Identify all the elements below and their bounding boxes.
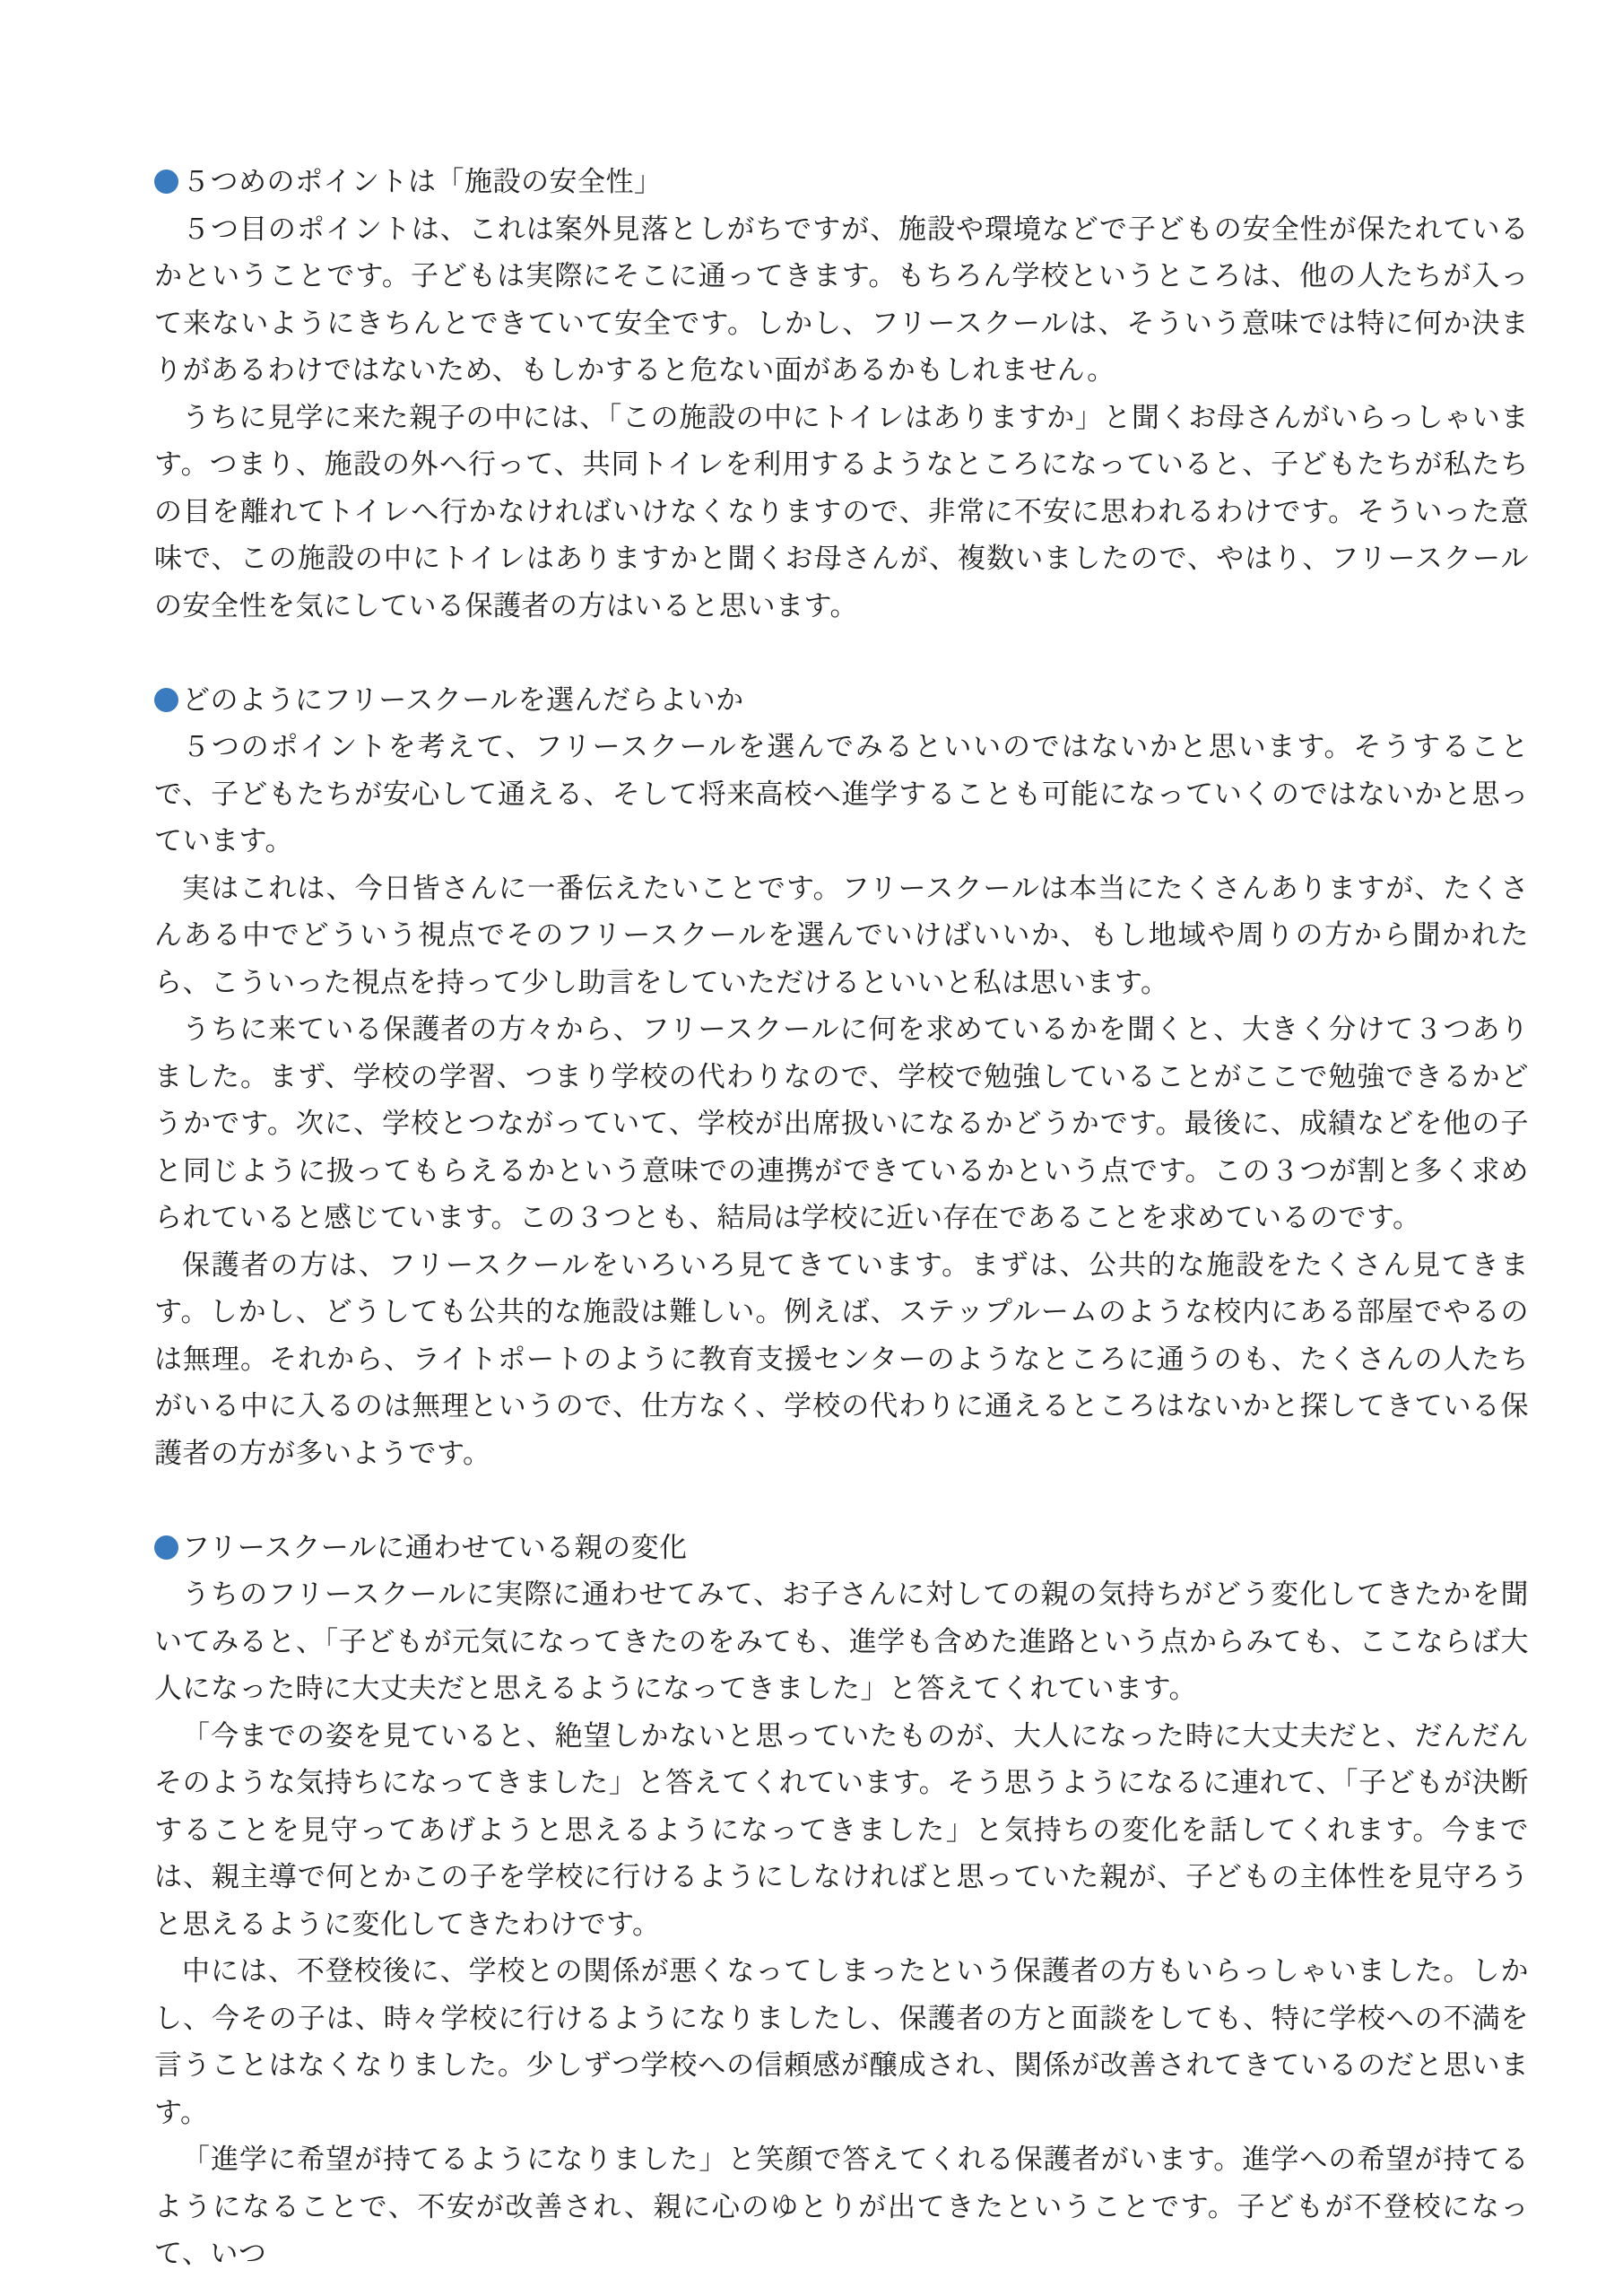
- section-parent-change: [154, 1525, 1529, 2278]
- section-heading: [154, 1525, 1529, 1572]
- section-how-to-choose: [154, 677, 1529, 1478]
- paragraph: ５つ目のポイントは、これは案外見落としがちですが、施設や環境などで子どもの安全性が保たれているかということです。子どもは実際にそこに通ってきます。もちろん学校というところは、他の人たちが入って来ないようにきちんとできていて安全です。しかし、フリースクールは、そういう意味では特に何か決まりがあるわけではないため、もしかすると危ない面があるかもしれません。: [154, 213, 1529, 386]
- paragraph: うちのフリースクールに実際に通わせてみて、お子さんに対しての親の気持ちがどう変化してきたかを聞いてみると、「子どもが元気になってきたのをみても、進学も含めた進路という点からみても、ここならば大人になった時に大丈夫だと思えるようになってきました」と答えてくれています。: [154, 1578, 1529, 1704]
- bullet-icon: [154, 170, 178, 194]
- paragraph: 「進学に希望が持てるようになりました」と笑顔で答えてくれる保護者がいます。進学への希望が持てるようになることで、不安が改善され、親に心のゆとりが出てきたということです。子どもが不登校になって、いつ: [154, 2144, 1529, 2269]
- paragraph: 実はこれは、今日皆さんに一番伝えたいことです。フリースクールは本当にたくさんありますが、たくさんある中でどういう視点でそのフリースクールを選んでいけばいいか、もし地域や周りの方から聞かれたら、こういった視点を持って少し助言をしていただけるといいと私は思います。: [154, 872, 1529, 998]
- paragraph: うちに来ている保護者の方々から、フリースクールに何を求めているかを聞くと、大きく分けて３つありました。まず、学校の学習、つまり学校の代わりなので、学校で勉強していることがここで勉強できるかどうかです。次に、学校とつながっていて、学校が出席扱いになるかどうかです。最後に、成績などを他の子と同じように扱ってもらえるかという意味での連携ができているかという点です。この３つが割と多く求められていると感じています。この３つとも、結局は学校に近い存在であることを求めているのです。: [154, 1013, 1529, 1233]
- bullet-icon: [154, 688, 178, 712]
- paragraph: ５つのポイントを考えて、フリースクールを選んでみるといいのではないかと思います。そうすることで、子どもたちが安心して通える、そして将来高校へ進学することも可能になっていくのではないかと思っています。: [154, 731, 1529, 857]
- section-heading-text: どのようにフリースクールを選んだらよいか: [182, 683, 744, 716]
- paragraph: うちに見学に来た親子の中には、「この施設の中にトイレはありますか」と聞くお母さんがいらっしゃいます。つまり、施設の外へ行って、共同トイレを利用するようなところになっていると、子どもたちが私たちの目を離れてトイレへ行かなければいけなくなりますので、非常に不安に思われるわけです。そういった意味で、この施設の中にトイレはありますかと聞くお母さんが、複数いましたので、やはり、フリースクールの安全性を気にしている保護者の方はいると思います。: [154, 401, 1529, 622]
- section-facility-safety: [154, 159, 1529, 630]
- section-heading-text: フリースクールに通わせている親の変化: [182, 1531, 688, 1563]
- paragraph: 中には、不登校後に、学校との関係が悪くなってしまったという保護者の方もいらっしゃいました。しかし、今その子は、時々学校に行けるようになりましたし、保護者の方と面談をしても、特に学校への不満を言うことはなくなりました。少しずつ学校への信頼感が醸成され、関係が改善されてきているのだと思います。: [154, 1955, 1529, 2128]
- bullet-icon: [154, 1535, 178, 1560]
- section-heading: [154, 159, 1529, 206]
- paragraph: 「今までの姿を見ていると、絶望しかないと思っていたものが、大人になった時に大丈夫だと、だんだんそのような気持ちになってきました」と答えてくれています。そう思うようになるに連れて、「子どもが決断することを見守ってあげようと思えるようになってきました」と気持ちの変化を話してくれます。今までは、親主導で何とかこの子を学校に行けるようにしなければと思っていた親が、子どもの主体性を見守ろうと思えるように変化してきたわけです。: [154, 1719, 1529, 1940]
- paragraph: 保護者の方は、フリースクールをいろいろ見てきています。まずは、公共的な施設をたくさん見てきます。しかし、どうしても公共的な施設は難しい。例えば、ステップルームのような校内にある部屋でやるのは無理。それから、ライトポートのように教育支援センターのようなところに通うのも、たくさんの人たちがいる中に入るのは無理というので、仕方なく、学校の代わりに通えるところはないかと探してきている保護者の方が多いようです。: [154, 1248, 1529, 1469]
- section-heading-text: ５つめのポイントは「施設の安全性」: [182, 166, 663, 197]
- section-heading: [154, 677, 1529, 725]
